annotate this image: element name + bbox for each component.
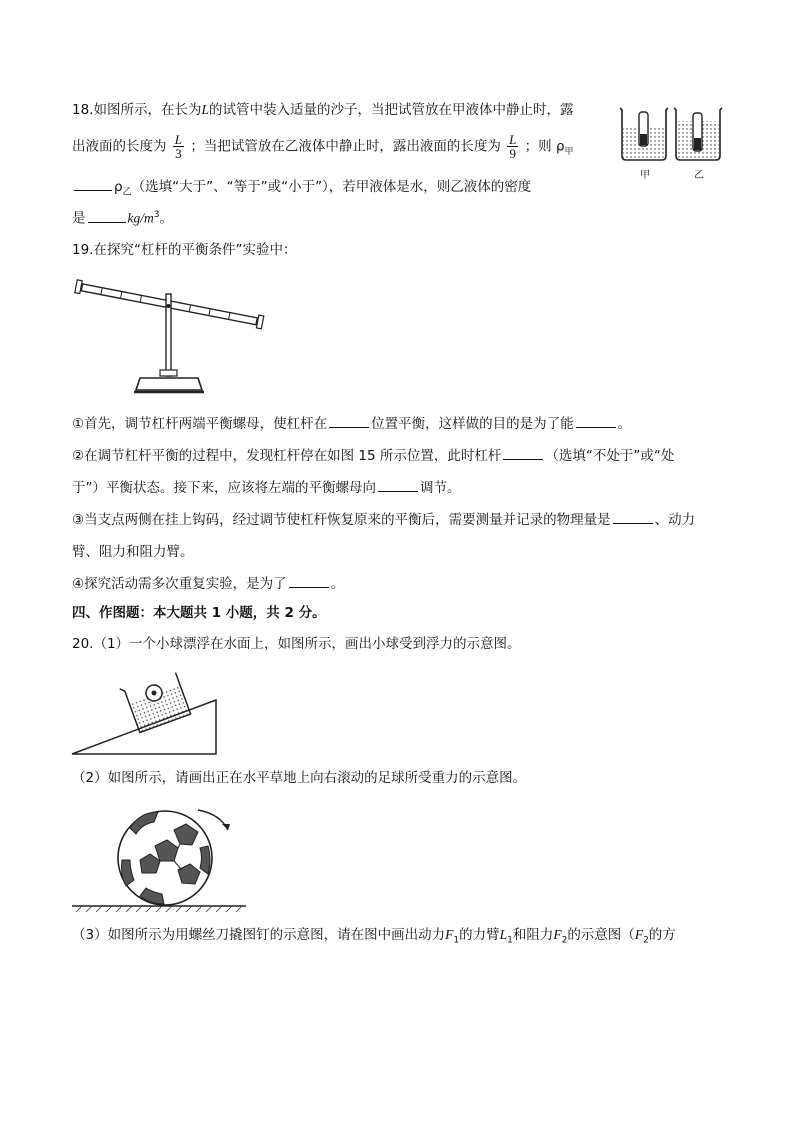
beaker-yi bbox=[674, 108, 722, 160]
q18-line3: $\rho_乙$（选填“大于”、“等于”或“小于”），若甲液体是水，则乙液体的密度 bbox=[72, 177, 531, 203]
label-yi: 乙 bbox=[694, 170, 704, 181]
answer-blank[interactable] bbox=[329, 415, 369, 428]
answer-blank[interactable] bbox=[576, 415, 616, 428]
q19-p2a: ②在调节杠杆平衡的过程中，发现杠杆停在如图 15 所示位置，此时杠杆 （选填“不处于”或“处 bbox=[72, 448, 675, 464]
beakers-figure bbox=[618, 104, 728, 182]
answer-blank[interactable] bbox=[378, 479, 418, 492]
section-heading: 四、作图题：本大题共 1 小题，共 2 分。 bbox=[72, 605, 326, 621]
answer-blank[interactable] bbox=[88, 210, 126, 223]
q20-p3: （3）如图所示为用螺丝刀撬图钉的示意图，请在图中画出动力$F_1$的力臂$L_1$和阻力$F_2$的示意图（$F_2$的方 bbox=[72, 927, 676, 946]
fraction-L-3: $\frac{L}{3}$ bbox=[174, 132, 183, 161]
q20-p2: （2）如图所示，请画出正在水平草地上向右滚动的足球所受重力的示意图。 bbox=[72, 770, 527, 786]
q18-line2: 出液面的长度为 $\frac{L}{3}$ ；当把试管放在乙液体中静止时，露出液面的长度为 $\frac{L}{9}$ ；则 $\rho_甲$ bbox=[72, 132, 574, 161]
q19-p2b: 于”）平衡状态。接下来，应该将左端的平衡螺母向 调节。 bbox=[72, 480, 461, 496]
lever-figure bbox=[70, 270, 270, 400]
beaker-jia bbox=[620, 108, 668, 160]
q18-line1: 18.如图所示，在长为L的试管中装入适量的沙子，当把试管放在甲液体中静止时，露 bbox=[72, 102, 574, 118]
q20-p1: 20.（1）一个小球漂浮在水面上，如图所示，画出小球受到浮力的示意图。 bbox=[72, 636, 521, 652]
q19-p3b: 臂、阻力和阻力臂。 bbox=[72, 544, 194, 560]
label-jia: 甲 bbox=[640, 170, 650, 181]
answer-blank[interactable] bbox=[503, 447, 543, 460]
q18-line4: 是 $kg/m^3$。 bbox=[72, 210, 173, 227]
q19-title: 19.在探究“杠杆的平衡条件”实验中： bbox=[72, 242, 297, 258]
answer-blank[interactable] bbox=[289, 575, 329, 588]
floating-ball-figure bbox=[70, 662, 220, 758]
q19-p4: ④探究活动需多次重复实验，是为了 。 bbox=[72, 576, 345, 592]
q19-p1: ①首先，调节杠杆两端平衡螺母，使杠杆在 位置平衡，这样做的目的是为了能 。 bbox=[72, 416, 632, 432]
answer-blank[interactable] bbox=[74, 178, 112, 191]
stand-base bbox=[136, 378, 202, 390]
answer-blank[interactable] bbox=[613, 511, 653, 524]
rotation-arrow bbox=[198, 810, 228, 830]
soccer-ball-figure bbox=[70, 800, 250, 916]
q19-p3a: ③当支点两侧在挂上钩码，经过调节使杠杆恢复原来的平衡后，需要测量并记录的物理量是 、动力 bbox=[72, 512, 696, 528]
fraction-L-9: $\frac{L}{9}$ bbox=[509, 132, 517, 161]
